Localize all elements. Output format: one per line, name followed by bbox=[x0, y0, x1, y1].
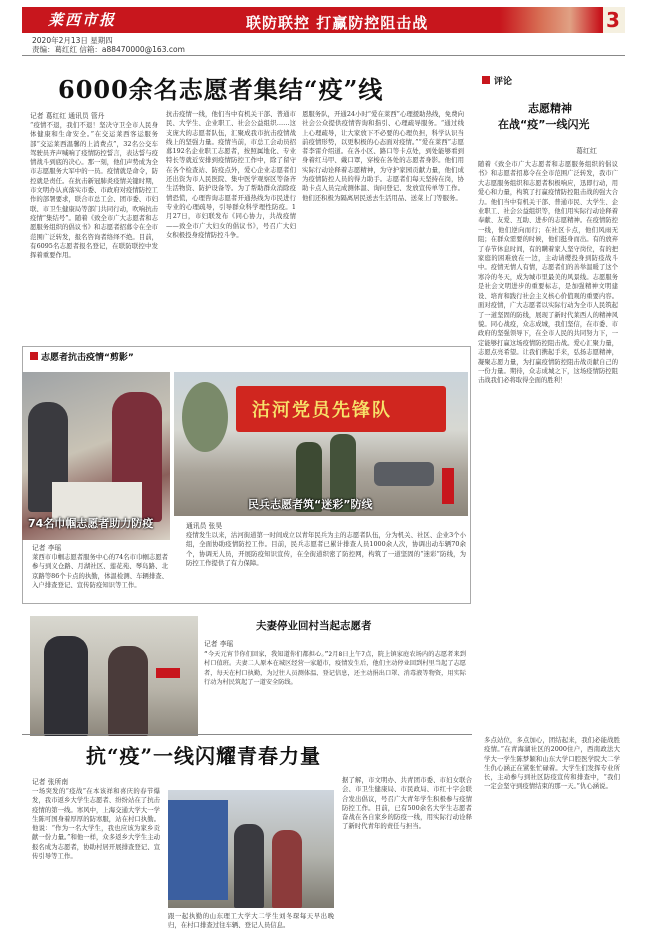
parked-car bbox=[374, 462, 434, 486]
story3-body: “今天元宵节你们回家，我知道你们都担心。”2月8日上午7点，院上镇家庭农场内的志愿者来到村口值班。夫妻二人原本在城区经营一家超市，疫情发生后，他们主动停业回到村里当起了志愿者，每天在村口执勤，为过往人员测体温、登记信息，还主动捐出口罩、消毒液等物资，用实际行动为村民筑起了一道安全防线。 bbox=[204, 651, 466, 686]
bottom-byline: 记者 张所南 bbox=[32, 778, 69, 786]
fire-extinguisher bbox=[442, 468, 454, 504]
masthead-logo: 莱西市报 bbox=[48, 11, 117, 29]
hands-graphic bbox=[500, 7, 600, 33]
bottom-col-2: 据了解，市文明办、共青团市委、市妇女联合会、市卫生健康局、市民政局、市红十字会联合发出倡议，号召广大青年学生积极参与疫情防控工作。目前，已有500余名大学生志愿者奋战在各自家乡的防疫一线，用实际行动诠释了新时代青年的责任与担当。 bbox=[342, 776, 472, 831]
caption-militia-volunteers: 民兵志愿者筑“迷彩”防线 bbox=[248, 498, 373, 511]
caption-women-volunteers: 74名巾帼志愿者助力防疫 bbox=[28, 517, 154, 530]
story2-byline: 通讯员 张昊 bbox=[186, 522, 223, 530]
photo-student-volunteers bbox=[168, 790, 334, 908]
photo-couple-volunteers bbox=[30, 616, 198, 736]
bottom-col-3: 多点站位，多点加心，团结起来，我们必能战胜疫情。”在青海湖社区的2000住户，西南政法大学大一学生陈梦颖和山东大学口腔医学院大二学生仇心涵正在紧张忙碌着。大学生们发挥专业所长，主动参与到社区防疫宣传和排查中，“我们一定会坚守到疫情结束的那一天。”仇心涵说。 bbox=[484, 736, 620, 791]
lead-col-1: “疫情不退，我们不退！坚决守卫全市人民身体健康和生命安全。”在交运莱西客运服务部“交运莱西温馨的上消费点”，32名公交车驾驶员齐声喊响了疫情防控誓言，表达誓与疫情战斗到底的决心。那一刻，他们声势成为全市志愿服务大军中的一员。疫情就是命令，防控就是责任。在抗击新冠肺炎疫情关键时期，市文明办认真落实市委、市政府对疫情防控工作的部署要求，联合市总工会、团市委、市妇联、市卫生健康局等部门共同行动，吹响抗击疫情“集结号”。随着《致全市广大志愿者和志愿服务组织的倡议书》和志愿者招募令在全市范围广泛转发，报名咨询者络绎不绝。目前，有6095名志愿者报名登记，在联防联控中发挥着重要作用。 bbox=[30, 121, 158, 260]
tent bbox=[168, 800, 228, 900]
volunteer-woman bbox=[108, 646, 148, 736]
lead-headline: 6000余名志愿者集结“疫”线 bbox=[58, 75, 384, 104]
bottom-headline: 抗“疫”一线闪耀青春力量 bbox=[86, 744, 322, 768]
photo-section-tag: 志愿者抗击疫情“剪影” bbox=[41, 353, 134, 363]
volunteer-man bbox=[44, 636, 88, 736]
masthead-date: 2020年2月13日 星期四 bbox=[32, 36, 113, 45]
commentary-tag-mark bbox=[482, 76, 490, 84]
student-1 bbox=[234, 824, 264, 908]
commentary-body: 随着《致全市广大志愿者和志愿服务组织的倡议书》和志愿者招募令在全市范围广泛转发，我市广大志愿服务组织和志愿者积极响应，迅即行动，用爱心和力量，构筑了打赢疫情防控阻击战的强大合力。他们当中有机关干部、普通市民、大学生、企业职工、社会公益组织等，他们用实际行动诠释着奉献、友爱、互助、进步的志愿精神。在疫情防控一线，他们逆向而行；在社区卡点，他们风雨无阻；在群众需要的时候，他们挺身而出。有的放弃了春节休息时间，有的瞒着家人坚守岗位，有的把家庭的困难放在一边，主动请缨投身到防疫战斗中。疫情无情人有情，志愿者们的善举温暖了这个寒冷的冬天，成为城市里最美的风景线。志愿服务是社会文明进步的重要标志，是加强精神文明建设、培育和践行社会主义核心价值观的重要内容。面对疫情，广大志愿者以实际行动为全市人民筑起了一道坚固的防线，展现了新时代莱西人的精神风貌。同心战疫，众志成城，我们坚信，在市委、市政府的坚强领导下，在全市人民的共同努力下，一定能够打赢这场疫情防控阻击战。爱心汇聚力量，志愿点亮希望。让我们携起手来，弘扬志愿精神，凝聚志愿力量，为打赢疫情防控阻击战贡献自己的一份力量。期待，众志成城之下，这场疫情防控阻击战我们必将取得全面的胜利！ bbox=[478, 161, 618, 385]
red-armband bbox=[156, 668, 180, 678]
story2-body: 疫情发生以来，沽河街道第一时间成立以青年民兵为主的志愿者队伍，分为机关、社区、企业3个小组，全面协助疫情防控工作。目前，民兵志愿者已累计排查人员1000余人次，协调出动车辆70余个，协调无人员，开展防疫知识宣传，在全街道织密了防控网，构筑了一道坚固的“迷彩”防线，为防控工作提供了有力保障。 bbox=[186, 531, 466, 567]
commentary-byline: 葛红红 bbox=[576, 147, 597, 155]
story1-byline: 记者 李瑶 bbox=[32, 544, 62, 552]
masthead-editor: 责编：葛红红 信箱：a88470000@163.com bbox=[32, 45, 185, 54]
photo-tag-mark bbox=[30, 352, 38, 360]
commentary-tag: 评论 bbox=[494, 77, 513, 87]
story3-title: 夫妻停业回村当起志愿者 bbox=[256, 620, 372, 632]
lead-byline: 记者 葛红红 通讯员 管丹 bbox=[30, 112, 105, 120]
bottom-col-1: 一场突发的“疫战”在本该祥和喜庆的春节爆发，我市返乡大学生志愿者、纷纷站在了抗击疫情的第一线。寒风中，上海交通大学大一学生陈可国身着厚厚的防寒服，站在村口执勤。他说：“作为一名大学生，我也应该为家乡贡献一份力量。”和他一样，众多返乡大学生主动报名成为志愿者，协助村居开展排查登记、宣传引导等工作。 bbox=[32, 787, 160, 861]
commentary-title-2: 在战“疫”一线闪光 bbox=[498, 118, 590, 131]
student-2 bbox=[272, 830, 302, 908]
story1-body: 莱西市巾帼志愿者服务中心的74名市巾帼志愿者参与到义仓路、月湖社区、莲花苑、琴岛路、北京路等86个卡点的执勤，体温检测、车辆排查、入户排查登记、宣传防疫知识等工作。 bbox=[32, 553, 168, 589]
photo-militia-volunteers bbox=[174, 372, 468, 516]
commentary bbox=[478, 70, 618, 730]
story3-byline: 记者 李瑶 bbox=[204, 640, 234, 648]
tree bbox=[182, 382, 228, 452]
lead-col-2: 抗击疫情一线，他们当中有机关干部、普通市民、大学生、企业职工、社会公益组织……这支庞大的志愿者队伍，汇聚成我市抗击疫情战线上的坚强力量。疫情当前，市总工会动员招募192名企业职工志愿者，按照属地化、专业特长等就近安排到疫情防控工作中，除了留守在各个检查站、防疫点外，爱心企业志愿者们还出资为市人民医院、集中医学观察区等备齐生活物资、防护设备等。为了帮助群众消除疫情恐慌，心理咨询志愿者开通热线为市民进行专业的心理疏导，引导群众科学理性防疫。1月27日，市妇联发布《同心协力，共战疫情——致全市广大妇女的倡议书》，号召广大妇女积极投身疫情防控斗争。 bbox=[166, 110, 296, 239]
masthead-rule bbox=[22, 55, 625, 56]
masthead bbox=[0, 0, 647, 54]
banner-text: 沽河党员先锋队 bbox=[252, 400, 392, 421]
page-number: 3 bbox=[606, 8, 620, 32]
bottom-rule bbox=[22, 734, 472, 735]
masthead-slogan: 联防联控 打赢防控阻击战 bbox=[246, 14, 429, 32]
bottom-photo-caption: 跟一起执勤的山东理工大学大二学生刘冬琛每天早出晚归，在村口排查过往车辆、登记人员信息。 bbox=[168, 912, 334, 930]
lead-col-3: 恩服务队，开通24小时“爱在莱西”心理援助热线，免费向社会公众提供疫情咨询和指引、心理疏导服务。“通过线上心理疏导，让大家放下不必要的心理负担，科学认识当前疫情形势，以更积极的心态面对疫情。”“爱在莱西”志愿者李雷介绍道。在各小区、路口等卡点处，到处能够看到身着红马甲、戴口罩，穿梭在各处的志愿者身影。他们用实际行动诠释着志愿精神，为守护家园贡献力量，他们成为疫情防控人员的得力助手。志愿者们每天坚持在岗，协助卡点人员完成测体温、询问登记、发放宣传单等工作。他们还积极为隔离居民送去生活用品、送菜上门等服务。 bbox=[302, 110, 464, 202]
commentary-title-1: 志愿精神 bbox=[528, 102, 572, 115]
